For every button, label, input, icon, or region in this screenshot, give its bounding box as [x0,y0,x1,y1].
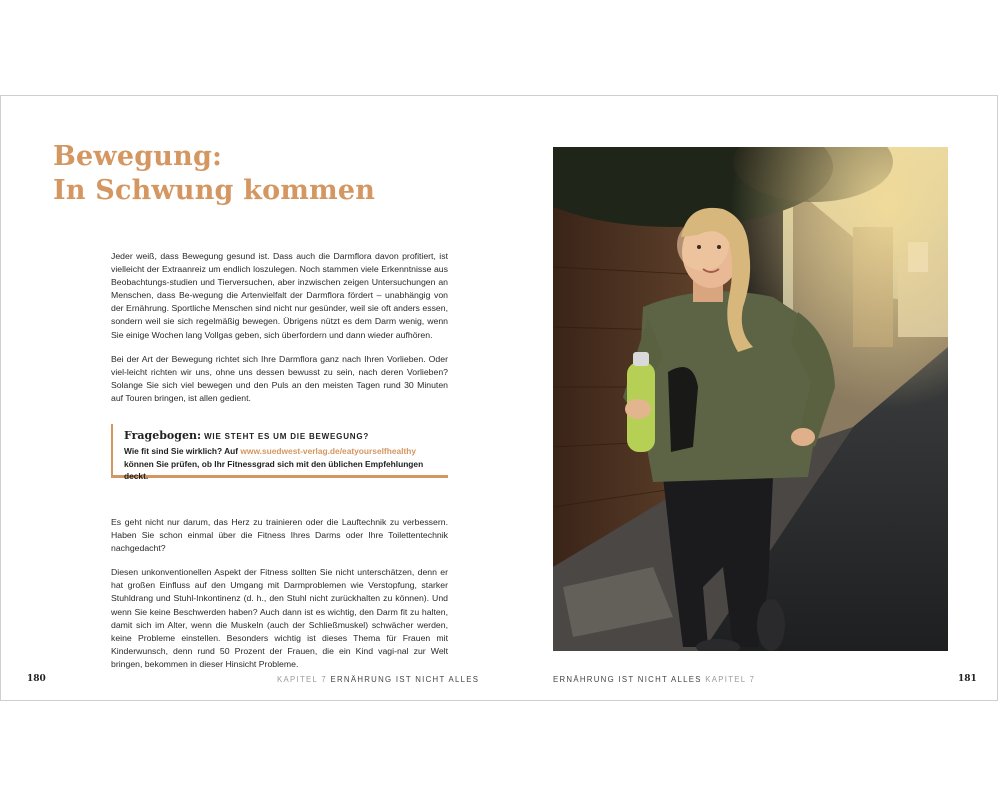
box-text [124,445,448,483]
running-title-left: ERNÄHRUNG IST NICHT ALLES [330,675,480,684]
paragraph-2: Bei der Art der Bewegung richtet sich Ihre Darmflora ganz nach Ihren Vorlieben. Oder viel-leicht richten wir uns, ohne uns dessen bewusst zu sein, nach deren Vorlieben? Solange Sie sich viel bewegen und den Puls an den meisten Tagen rund 30 Minuten auf Touren bringen, ist allen gedient. [111,353,448,403]
paragraph-4: Diesen unkonventionellen Aspekt der Fitness sollten Sie nicht unterschätzen, denn er hat großen Einfluss auf den Umgang mit Darmproblemen wie Verstopfung, starker Stuhldrang und Stuhl-Inkontinenz (d. h., den Stuhl nicht zurückhalten zu können). Und wenn Sie keine Beschwerden haben? Auch dann ist es wichtig, den Darm fit zu halten, damit sich im Alter, wenn die Muskeln (auch der Schließmuskel) schwächer werden, keine Probleme einstellen. Besonders wichtig ist dieses Thema für Frauen mit Kinderwunsch, denn rund 50 Prozent der Frauen, die ein Kind vagi-nal zur Welt bringen, bekommen in dieser Hinsicht Probleme. [111,567,448,669]
box-caption: WIE STEHT ES UM DIE BEWEGUNG? [204,432,370,441]
runner-photo [553,147,948,651]
paragraph-1: Jeder weiß, dass Bewegung gesund ist. Dass auch die Darmflora davon profitiert, ist vielleicht der Extraanreiz um endlich loszulegen. Noch stammen viele Erkenntnisse aus Beobachtungs-studien und Tierversuchen, aber inzwischen zeigen Untersuchungen an Menschen, dass Be-wegung die Artenvielfalt der Darmflora fördert – unabhängig von der Ernährung. Sportliche Menschen sind nicht nur gesünder, weil sie oft anders essen, sondern weil sie sich regelmäßig bewegen. Übrigens nützt es dem Darm wenig, wenn Sie einige Wochen lang Vollgas geben, sich überfordern und dann wieder aufhören. [111,251,448,340]
title-line-1: Bewegung: [53,141,223,172]
running-title-right: ERNÄHRUNG IST NICHT ALLES [553,675,702,684]
main-text [111,516,448,682]
photo-illustration [553,147,948,651]
page-number-right: 181 [958,674,977,684]
running-header-right [553,675,755,684]
box-text-before: Wie fit sind Sie wirklich? Auf [124,446,239,456]
box-heading [124,429,448,444]
running-chapter-right: KAPITEL 7 [705,675,756,684]
running-header-left [277,675,479,684]
page-number-left: 180 [27,674,46,684]
box-text-after: können Sie prüfen, ob Ihr Fitnessgrad sich mit den üblichen Empfehlungen deckt. [124,458,424,482]
page-title [53,140,375,208]
box-label: Fragebogen: [124,429,202,442]
running-chapter-left: KAPITEL 7 [277,675,327,684]
title-line-2: In Schwung kommen [53,175,376,206]
questionnaire-box [111,424,448,482]
box-link[interactable]: www.suedwest-verlag.de/eatyourselfhealthy [240,446,417,456]
paragraph-3: Es geht nicht nur darum, das Herz zu trainieren oder die Lauftechnik zu verbessern. Haben Sie schon einmal über die Fitness Ihres Darms oder Ihre Toilettentechnik nachgedacht? [111,517,448,554]
intro-text [111,250,448,416]
